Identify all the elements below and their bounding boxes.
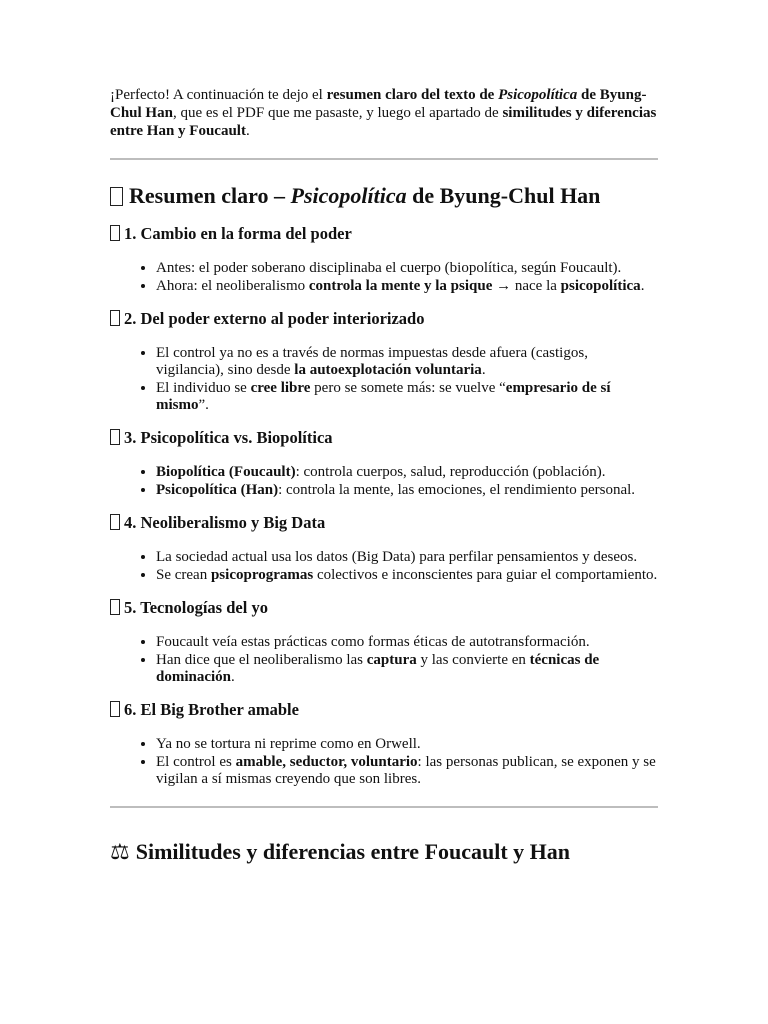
list-item: [156, 463, 658, 481]
missing-glyph-box-icon: [110, 514, 120, 530]
divider-2: [110, 806, 658, 808]
missing-glyph-box-icon: [110, 429, 120, 445]
missing-glyph-box-icon: [110, 701, 120, 717]
section-5-heading: [110, 597, 658, 619]
list-item: [156, 633, 658, 651]
list-item: [156, 566, 658, 584]
section-heading-text: 4. Neoliberalismo y Big Data: [124, 513, 326, 532]
item-bold: empresario de sí mismo: [156, 380, 611, 413]
item-text: Se crean: [156, 567, 211, 583]
intro-italic-title: Psicopolítica: [498, 87, 578, 103]
list-item: [156, 548, 658, 566]
intro-bold-3: similitudes y diferencias entre Han y Foucault: [110, 105, 657, 139]
item-text: Antes: el poder soberano disciplinaba el cuerpo (biopolítica, según Foucault).: [156, 260, 622, 276]
item-text: : controla la mente, las emociones, el rendimiento personal.: [278, 482, 636, 498]
section-3-list: [110, 463, 658, 499]
section-3-heading: [110, 427, 658, 449]
list-item: [156, 344, 658, 379]
intro-bold-author: de Byung-Chul Han: [110, 87, 647, 121]
item-bold: psicoprogramas: [210, 567, 314, 583]
list-item: [156, 735, 658, 753]
intro-text-3: .: [245, 123, 250, 139]
item-text: .: [231, 669, 235, 685]
item-bold: psicopolítica: [560, 278, 641, 294]
missing-glyph-box-icon: [110, 187, 123, 206]
item-text: El control es: [156, 754, 236, 770]
section-2-list: [110, 344, 658, 414]
list-item: [156, 379, 658, 414]
item-text: colectivos e inconscientes para guiar el comportamiento.: [313, 567, 658, 583]
intro-bold-1: resumen claro del texto de: [326, 87, 499, 103]
item-text: .: [640, 278, 645, 294]
list-item: [156, 259, 658, 277]
missing-glyph-box-icon: [110, 225, 120, 241]
missing-glyph-box-icon: [110, 310, 120, 326]
item-bold: técnicas de dominación: [156, 652, 600, 685]
intro-text-1: ¡Perfecto! A continuación te dejo el: [110, 87, 327, 103]
section-6-heading: [110, 699, 658, 721]
item-bold: captura: [366, 652, 417, 668]
item-text: La sociedad actual usa los datos (Big Data) para perfilar pensamientos y deseos.: [156, 549, 638, 565]
item-bold: cree libre: [250, 380, 311, 396]
section-2-heading: [110, 308, 658, 330]
item-text: .: [481, 362, 486, 378]
section-4-list: [110, 548, 658, 584]
list-item: [156, 753, 658, 788]
summary-title-pre: Resumen claro –: [129, 183, 291, 208]
section-4-heading: [110, 512, 658, 534]
item-bold: Psicopolítica (Han): [156, 482, 279, 498]
item-bold: controla la mente y la psique: [308, 278, 493, 294]
item-text: ”.: [198, 397, 209, 413]
summary-title-post: de Byung-Chul Han: [406, 183, 601, 208]
item-bold: Biopolítica (Foucault): [156, 464, 296, 480]
section-5-list: [110, 633, 658, 686]
section-heading-text: 6. El Big Brother amable: [124, 700, 299, 719]
item-text: Ya no se tortura ni reprime como en Orwell.: [156, 736, 421, 752]
section-heading-text: 2. Del poder externo al poder interiorizado: [124, 309, 425, 328]
item-bold: amable, seductor, voluntario: [235, 754, 418, 770]
section-heading-text: 5. Tecnologías del yo: [124, 598, 268, 617]
section-heading-text: 1. Cambio en la forma del poder: [124, 224, 352, 243]
summary-title: [110, 182, 658, 210]
item-text: pero se somete más: se vuelve “: [310, 380, 506, 396]
balance-scale-icon: ⚖: [110, 839, 130, 864]
section-6-list: [110, 735, 658, 788]
section-1-heading: [110, 223, 658, 245]
section-heading-text: 3. Psicopolítica vs. Biopolítica: [124, 428, 333, 447]
comparison-title: [110, 838, 658, 866]
section-1-list: [110, 259, 658, 295]
item-text: y las convierte en: [416, 652, 530, 668]
item-text: : controla cuerpos, salud, reproducción (población).: [295, 464, 606, 480]
item-text: : las personas publican, se exponen y se vigilan a sí mismas creyendo que son libres.: [156, 754, 656, 787]
item-text: Han dice que el neoliberalismo las: [156, 652, 367, 668]
missing-glyph-box-icon: [110, 599, 120, 615]
item-text: El control ya no es a través de normas impuestas desde afuera (castigos, vigilancia), sino desde: [156, 345, 588, 378]
item-bold: la autoexplotación voluntaria: [294, 362, 482, 378]
item-text: Foucault veía estas prácticas como formas éticas de autotransformación.: [156, 634, 590, 650]
intro-paragraph: [110, 86, 658, 140]
intro-text-2: , que es el PDF que me pasaste, y luego el apartado de: [172, 105, 503, 121]
list-item: [156, 651, 658, 686]
list-item: [156, 481, 658, 499]
item-text: Ahora: el neoliberalismo: [156, 278, 309, 294]
comparison-title-text: Similitudes y diferencias entre Foucault y Han: [135, 839, 571, 864]
item-text: → nace la: [492, 278, 561, 294]
divider-1: [110, 158, 658, 160]
summary-title-em: Psicopolítica: [290, 183, 407, 208]
list-item: [156, 277, 658, 295]
item-text: El individuo se: [156, 380, 251, 396]
